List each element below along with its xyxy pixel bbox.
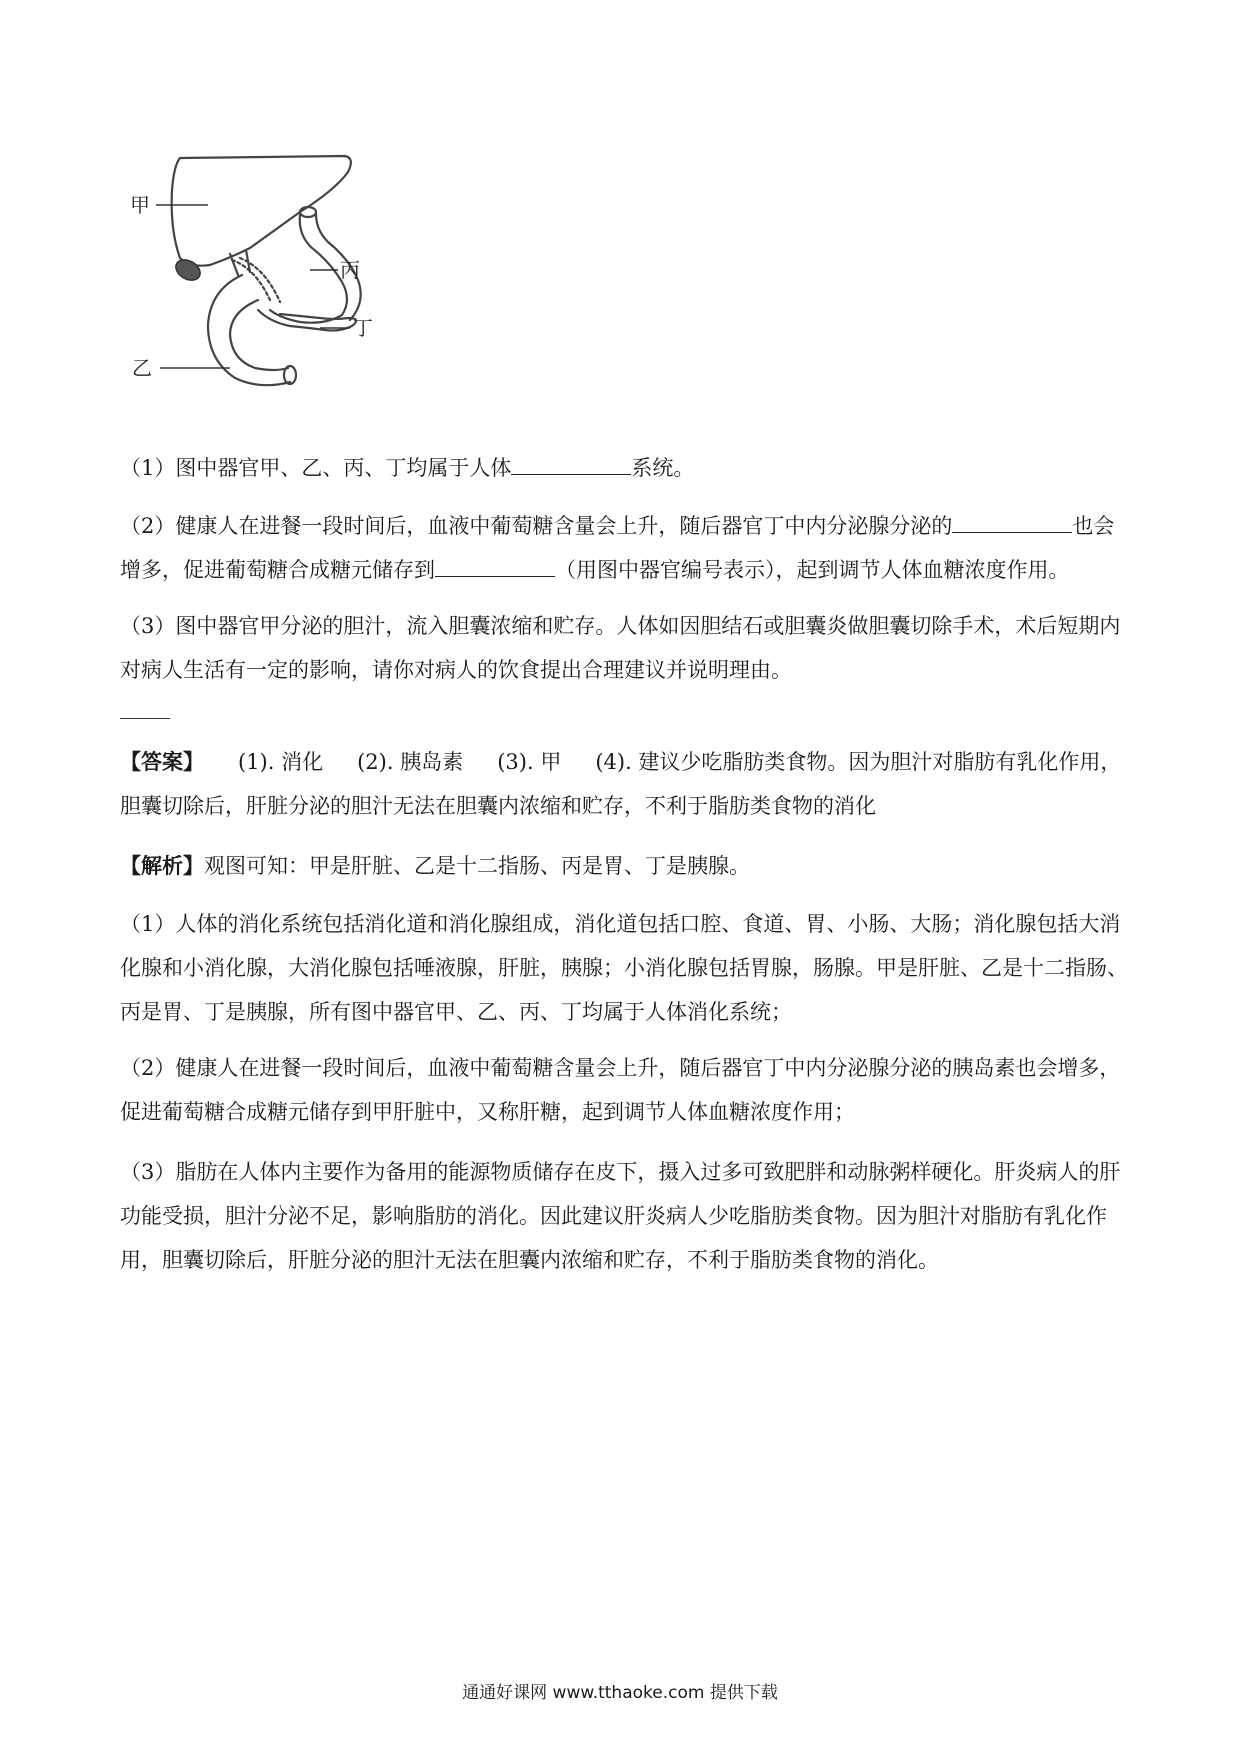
question-2: （2）健康人在进餐一段时间后，血液中葡萄糖含量会上升，随后器官丁中内分泌腺分泌的 也会增多，促进葡萄糖合成糖元储存到 （用图中器官编号表示），起到调节人体血糖浓度作用。: [120, 504, 1130, 592]
explanation-paragraph-3: （3）脂肪在人体内主要作为备用的能源物质储存在皮下，摄入过多可致肥胖和动脉粥样硬化。肝炎病人的肝功能受损，胆汁分泌不足，影响脂肪的消化。因此建议肝炎病人少吃脂肪类食物。因为胆汁对脂肪有乳化作用，胆囊切除后，肝脏分泌的胆汁无法在胆囊内浓缩和贮存，不利于脂肪类食物的消化。: [120, 1160, 1121, 1272]
answer-2: (2). 胰岛素: [357, 750, 464, 774]
label-yi: 乙: [132, 356, 152, 380]
stomach-shape: [270, 215, 347, 323]
answer-1: (1). 消化: [238, 750, 324, 774]
answer-3: (3). 甲: [497, 750, 562, 774]
gallbladder-shape: [172, 256, 204, 285]
answer-divider: [120, 718, 170, 719]
organ-diagram: [130, 150, 460, 450]
digestive-system-figure: [130, 150, 460, 450]
liver-shape: [172, 156, 351, 266]
explanation-label: 【解析】: [120, 853, 204, 878]
esophagus-opening: [300, 207, 316, 217]
answer-blank-1: [511, 448, 631, 475]
answer-blank-2: [952, 506, 1072, 533]
label-ding: 丁: [353, 316, 373, 340]
answer-4: (4). 建议少吃脂肪类食物。因为胆汁对脂肪有乳化作用，胆囊切除后，肝脏分泌的胆汁无法在胆囊内浓缩和贮存，不利于脂肪类食物的消化: [120, 750, 1122, 818]
explanation-paragraph-1: （1）人体的消化系统包括消化道和消化腺组成，消化道包括口腔、食道、胃、小肠、大肠；消化腺包括大消化腺和小消化腺，大消化腺包括唾液腺，肝脏，胰腺；小消化腺包括胃腺，肠腺。甲是肝脏、乙是十二指肠、丙是胃、丁是胰腺，所有图中器官甲、乙、丙、丁均属于人体消化系统；: [120, 912, 1128, 1024]
explanation-intro: 【解析】观图可知：甲是肝脏、乙是十二指肠、丙是胃、丁是胰腺。: [120, 853, 750, 878]
answer-label: 【答案】: [120, 749, 204, 774]
page-footer: 通通好课网 www.tthaoke.com 提供下载: [462, 1683, 778, 1703]
question-3: （3）图中器官甲分泌的胆汁，流入胆囊浓缩和贮存。人体如因胆结石或胆囊炎做胆囊切除手术，术后短期内对病人生活有一定的影响，请你对病人的饮食提出合理建议并说明理由。: [120, 614, 1121, 682]
label-jia: 甲: [130, 193, 150, 217]
answer-blank-3: [435, 550, 555, 577]
label-bing: 丙: [340, 258, 360, 282]
answer-block: [120, 740, 1130, 828]
question-1: （1）图中器官甲、乙、丙、丁均属于人体 系统。: [120, 446, 1130, 490]
explanation-paragraph-2: （2）健康人在进餐一段时间后，血液中葡萄糖含量会上升，随后器官丁中内分泌腺分泌的胰岛素也会增多，促进葡萄糖合成糖元储存到甲肝脏中，又称肝糖，起到调节人体血糖浓度作用；: [120, 1056, 1121, 1124]
